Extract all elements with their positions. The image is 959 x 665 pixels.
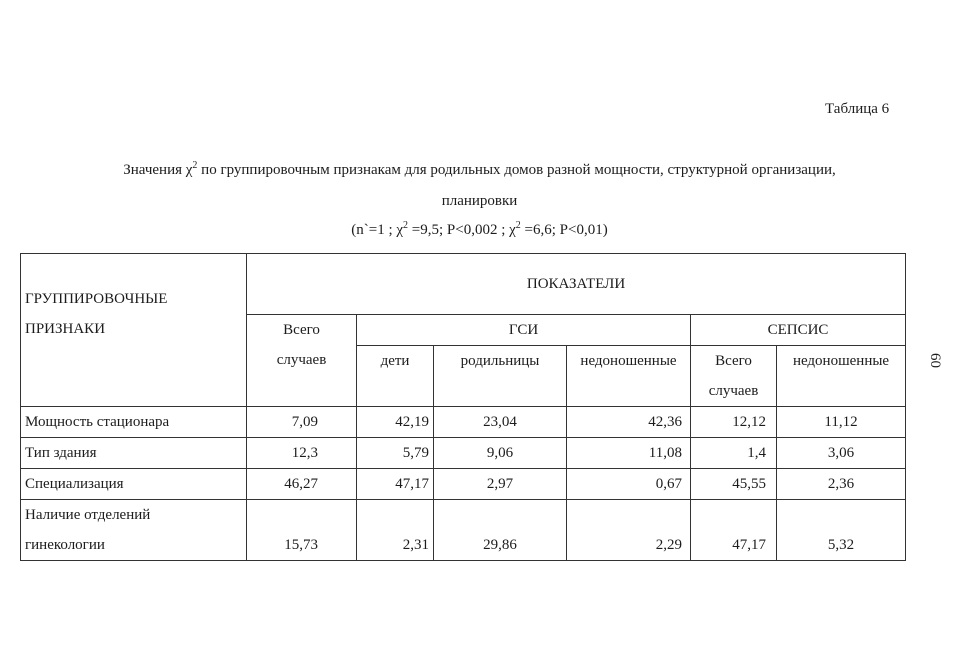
cell-gsi-premature: 0,67 [567, 469, 691, 500]
table-row [21, 500, 906, 561]
cell-sepsis-total: 45,55 [691, 469, 777, 500]
total-cases-header [247, 315, 357, 407]
table-caption-statistics [0, 222, 959, 239]
cell-gsi-children: 42,19 [357, 407, 434, 438]
stats-text-b: =9,5; P<0,002 ; χ [408, 222, 516, 238]
cell-gsi-premature: 11,08 [567, 438, 691, 469]
sepsis-header: СЕПСИС [691, 315, 906, 346]
stats-superscript-2: 2 [515, 220, 521, 231]
gsi-mothers-header: родильницы [434, 346, 567, 407]
sepsis-total-line2: случаев [708, 383, 759, 399]
sepsis-premature-header: недоношенные [777, 346, 906, 407]
header-row-1 [21, 254, 906, 315]
row-header-line1: ГРУППИРОВОЧНЫЕ [25, 291, 168, 307]
table-row [21, 469, 906, 500]
cell-total-cases: 15,73 [247, 500, 357, 561]
gsi-premature-header: недоношенные [567, 346, 691, 407]
row-label: Мощность стационара [21, 407, 247, 438]
total-cases-line2: случаев [276, 352, 327, 368]
table-caption-line-1 [0, 162, 959, 179]
caption-text-pre: Значения χ [123, 162, 193, 178]
total-cases-line1: Всего [283, 322, 320, 338]
indicators-header: ПОКАЗАТЕЛИ [247, 254, 906, 315]
cell-sepsis-premature: 5,32 [777, 500, 906, 561]
sepsis-total-line1: Всего [715, 353, 752, 369]
cell-gsi-children: 2,31 [357, 500, 434, 561]
caption-text-post: по группировочным признакам для родильных домов разной мощности, структурной организации, [197, 162, 836, 178]
stats-text-a: (n`=1 ; χ [351, 222, 404, 238]
row-label-line1: Наличие отделений [25, 507, 151, 523]
row-label [21, 500, 247, 561]
cell-total-cases: 7,09 [247, 407, 357, 438]
cell-gsi-mothers: 29,86 [434, 500, 567, 561]
caption-superscript: 2 [192, 160, 198, 171]
cell-gsi-premature: 2,29 [567, 500, 691, 561]
row-header-cell [21, 254, 247, 407]
row-label: Специализация [21, 469, 247, 500]
table-number-label: Таблица 6 [825, 101, 890, 117]
stats-text-c: =6,6; P<0,01) [520, 222, 608, 238]
row-header-line2: ПРИЗНАКИ [25, 321, 106, 337]
sepsis-total-header [691, 346, 777, 407]
cell-sepsis-premature: 3,06 [777, 438, 906, 469]
row-label-line2: гинекологии [25, 537, 105, 553]
table-caption-line-2: планировки [441, 193, 518, 209]
page-number: 60 [927, 353, 943, 368]
table-row [21, 438, 906, 469]
cell-sepsis-total: 12,12 [691, 407, 777, 438]
cell-gsi-children: 5,79 [357, 438, 434, 469]
cell-sepsis-premature: 2,36 [777, 469, 906, 500]
gsi-header: ГСИ [357, 315, 691, 346]
cell-gsi-children: 47,17 [357, 469, 434, 500]
cell-gsi-mothers: 23,04 [434, 407, 567, 438]
cell-gsi-premature: 42,36 [567, 407, 691, 438]
gsi-children-header: дети [357, 346, 434, 407]
row-label: Тип здания [21, 438, 247, 469]
stats-superscript-1: 2 [403, 220, 409, 231]
cell-total-cases: 46,27 [247, 469, 357, 500]
cell-sepsis-total: 47,17 [691, 500, 777, 561]
cell-sepsis-premature: 11,12 [777, 407, 906, 438]
cell-sepsis-total: 1,4 [691, 438, 777, 469]
cell-total-cases: 12,3 [247, 438, 357, 469]
table-row [21, 407, 906, 438]
cell-gsi-mothers: 2,97 [434, 469, 567, 500]
cell-gsi-mothers: 9,06 [434, 438, 567, 469]
chi-square-table [20, 253, 906, 561]
